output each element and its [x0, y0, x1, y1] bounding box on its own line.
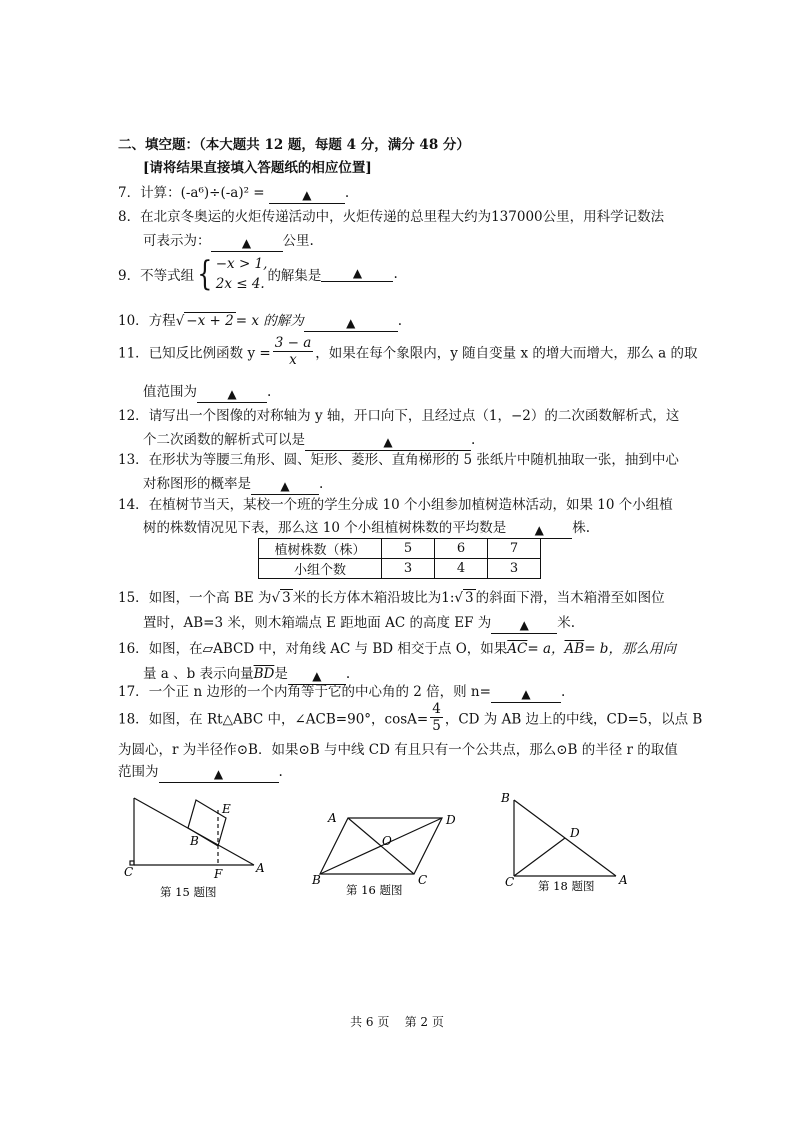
answer-blank[interactable] [304, 316, 398, 332]
table-row [259, 539, 541, 559]
triangle-mark: ▲ [302, 188, 312, 202]
median-cd [514, 838, 565, 876]
answer-blank[interactable] [211, 236, 283, 252]
question-18-line2: 为圆心，r 为半径作⊙B．如果⊙B 与中线 CD 有且只有一个公共点，那么⊙B 的半径 r 的取值 [118, 742, 678, 758]
question-11-line2: 值范围为 ▲ . [143, 384, 272, 401]
fraction: $\frac{3 - a}{x}$ [274, 335, 312, 368]
table-cell: 6 [435, 539, 488, 559]
page-footer: 共 6 页 第 2 页 [350, 1015, 444, 1029]
triangle-mark: ▲ [383, 435, 393, 449]
triangle-mark: ▲ [213, 767, 224, 781]
label-b: B [501, 791, 510, 805]
question-number: 14． [118, 497, 149, 513]
question-number: 17． [118, 684, 149, 700]
section-title: 二、填空题：（本大题共 12 题，每题 4 分，满分 48 分） [118, 137, 470, 153]
question-15: 15．如图，一个高 BE 为√ 3 米的长方体木箱沿坡比为1:√ 3 的斜面下滑，当木箱滑至如图位 [118, 590, 665, 606]
table-cell: 植树株数（株） [259, 539, 382, 559]
label-a: A [328, 811, 337, 825]
question-text: 计算：(-a⁶)÷(-a)² = [140, 185, 265, 201]
question-number: 8． [118, 209, 141, 225]
table-cell: 3 [382, 559, 435, 579]
vector-ab: $\overline{AB}$ [564, 641, 585, 657]
question-number: 11． [118, 345, 149, 362]
question-8-line2: 可表示为： ▲ 公里. [143, 233, 314, 250]
triangle-mark: ▲ [241, 236, 252, 250]
question-number: 18． [118, 711, 149, 728]
figure-15-caption: 第 15 题图 [160, 885, 217, 899]
label-f: F [214, 867, 223, 881]
label-c: C [124, 865, 134, 879]
inequality-system: −x > 1, 2x ≤ 4. [215, 256, 268, 292]
figure-16 [310, 806, 470, 901]
label-a: A [256, 861, 265, 875]
triangle-mark: ▲ [519, 618, 529, 632]
figure-15 [118, 788, 278, 903]
question-number: 16． [118, 641, 149, 657]
answer-blank[interactable] [506, 523, 572, 539]
label-c: C [505, 875, 515, 889]
table-row [259, 559, 541, 579]
question-number: 10． [118, 313, 149, 329]
label-b: B [312, 873, 321, 887]
answer-blank[interactable] [159, 767, 279, 783]
question-16-line2: 量 a 、b 表示向量$\overline{BD}$是 ▲ . [143, 666, 351, 683]
label-d: D [446, 813, 456, 827]
question-12: 12．请写出一个图像的对称轴为 y 轴，开口向下，且经过点（1，−2）的二次函数解析式，这 [118, 408, 680, 424]
sqrt-radicand: −x + 2 [186, 313, 234, 329]
triangle-mark: ▲ [346, 316, 356, 330]
triangle-mark: ▲ [312, 669, 322, 683]
question-14: 14．在植树节当天，某校一个班的学生分成 10 个小组参加植树造林活动，如果 10 个小组植 [118, 497, 673, 513]
question-13-line2: 对称图形的概率是 ▲ . [143, 476, 324, 493]
table-cell: 5 [382, 539, 435, 559]
question-10: 10．方程√ −x + 2 = x 的解为 ▲ . [118, 313, 403, 330]
question-16: 16．如图，在▱ABCD 中，对角线 AC 与 BD 相交于点 O，如果$\overline{AC}= a$，$\overline{AB}= b$，那么用向 [118, 641, 676, 657]
question-text: 在北京冬奥运的火炬传递活动中，火炬传递的总里程大约为137000公里，用科学记数法 [140, 209, 665, 225]
label-e: E [222, 802, 231, 816]
question-13: 13．在形状为等腰三角形、圆、矩形、菱形、直角梯形的 5 张纸片中随机抽取一张，抽到中心 [118, 452, 679, 468]
answer-blank[interactable] [491, 618, 557, 634]
question-11: 11．已知反比例函数 y = $\frac{3 - a}{x}$ ，如果在每个象限内，y 随自变量 x 的增大而增大，那么 a 的取 [118, 335, 698, 368]
question-number: 12． [118, 408, 149, 424]
question-number: 13． [118, 452, 149, 468]
label-b: B [190, 834, 199, 848]
vector-ac: $\overline{AC}$ [507, 641, 528, 657]
label-a: A [619, 873, 628, 887]
triangle-mark: ▲ [521, 687, 531, 701]
brace-symbol: { [197, 254, 213, 294]
triangle-mark: ▲ [534, 523, 544, 537]
question-8 [118, 205, 664, 225]
tree-planting-table [258, 538, 541, 579]
figure-16-caption: 第 16 题图 [346, 883, 403, 897]
figure-18 [500, 788, 640, 898]
section-instruction: [请将结果直接填入答题纸的相应位置] [143, 160, 372, 176]
triangle-mark: ▲ [352, 266, 363, 280]
question-7: 7．计算：(-a⁶)÷(-a)² = ▲ . [118, 185, 350, 202]
label-c: C [418, 873, 428, 887]
figure-18-caption: 第 18 题图 [538, 879, 595, 893]
question-9: 9．不等式组{ −x > 1, 2x ≤ 4. 的解集是 ▲ . [118, 254, 398, 294]
table-cell: 7 [488, 539, 541, 559]
question-number: 15． [118, 590, 149, 606]
table-cell: 4 [435, 559, 488, 579]
question-number: 9． [118, 268, 141, 284]
question-18-line3: 范围为 ▲ . [118, 764, 283, 781]
vector-bd: $\overline{BD}$ [253, 666, 275, 682]
triangle-mark: ▲ [280, 479, 290, 493]
answer-blank[interactable] [269, 188, 345, 204]
question-17: 17．一个正 n 边形的一个内角等于它的中心角的 2 倍，则 n= ▲ . [118, 684, 566, 701]
fraction: $\frac{4}{5}$ [432, 701, 441, 734]
answer-blank[interactable] [197, 387, 267, 403]
answer-blank[interactable] [321, 266, 393, 282]
question-number: 7． [118, 185, 141, 201]
label-o: O [382, 834, 392, 848]
table-cell: 小组个数 [259, 559, 382, 579]
question-12-line2: 个二次函数的解析式可以是 ▲ . [143, 432, 476, 449]
table-cell: 3 [488, 559, 541, 579]
label-d: D [570, 826, 580, 840]
diagonal-bd [320, 818, 442, 874]
question-15-line2: 置时，AB=3 米，则木箱端点 E 距地面 AC 的高度 EF 为 ▲ 米. [143, 615, 576, 632]
question-14-line2: 树的株数情况见下表，那么这 10 个小组植树株数的平均数是 ▲ 株. [143, 520, 591, 537]
question-18: 18．如图，在 Rt△ABC 中，∠ACB=90°，cosA= $\frac{4}{5}$ ，CD 为 AB 边上的中线，CD=5，以点 B [118, 701, 703, 734]
triangle-mark: ▲ [227, 387, 237, 401]
